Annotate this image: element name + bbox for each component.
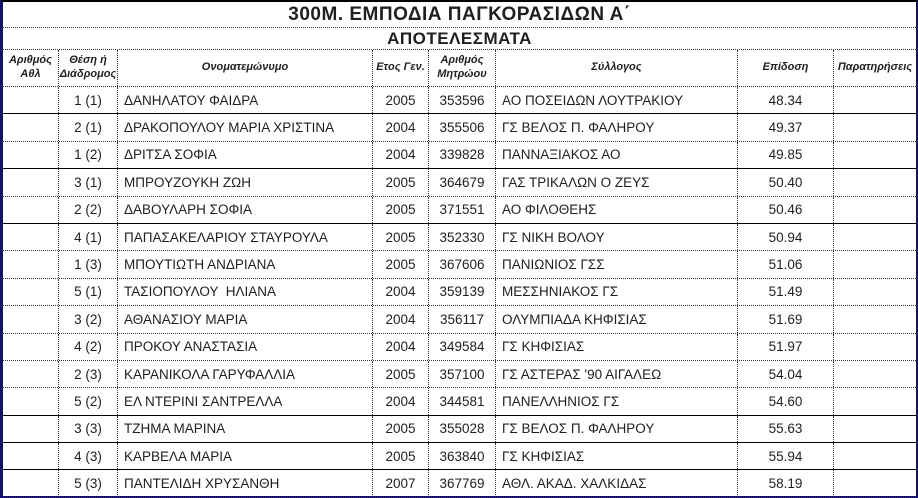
cell-birth-year: 2005 bbox=[373, 361, 429, 387]
cell-performance: 51.06 bbox=[738, 251, 834, 277]
cell-remarks bbox=[834, 251, 916, 277]
cell-full-name: ΚΑΡΑΝΙΚΟΛΑ ΓΑΡΥΦΑΛΛΙΑ bbox=[118, 361, 373, 387]
table-row bbox=[3, 224, 916, 251]
cell-club: ΠΑΝΙΩΝΙΟΣ ΓΣΣ bbox=[496, 251, 738, 277]
cell-remarks bbox=[834, 87, 916, 113]
cell-athlete-number bbox=[3, 197, 59, 223]
table-row bbox=[3, 361, 916, 388]
table-row bbox=[3, 443, 916, 470]
cell-registration-number: 356117 bbox=[429, 306, 496, 332]
table-row bbox=[3, 334, 916, 361]
cell-registration-number: 355506 bbox=[429, 114, 496, 140]
cell-performance: 50.94 bbox=[738, 224, 834, 250]
cell-birth-year: 2007 bbox=[373, 470, 429, 496]
cell-athlete-number bbox=[3, 388, 59, 414]
cell-performance: 50.46 bbox=[738, 197, 834, 223]
cell-birth-year: 2004 bbox=[373, 142, 429, 168]
cell-club: ΓΣ ΝΙΚΗ ΒΟΛΟΥ bbox=[496, 224, 738, 250]
cell-full-name: ΤΑΣΙΟΠΟΥΛΟΥ ΗΛΙΑΝΑ bbox=[118, 279, 373, 305]
table-row bbox=[3, 197, 916, 224]
cell-athlete-number bbox=[3, 443, 59, 469]
cell-registration-number: 367606 bbox=[429, 251, 496, 277]
cell-position-lane: 5 (1) bbox=[59, 279, 118, 305]
cell-birth-year: 2005 bbox=[373, 169, 429, 195]
cell-club: ΠΑΝΝΑΞΙΑΚΟΣ ΑΟ bbox=[496, 142, 738, 168]
table-header-row bbox=[3, 50, 916, 87]
cell-remarks bbox=[834, 388, 916, 414]
cell-athlete-number bbox=[3, 114, 59, 140]
cell-birth-year: 2005 bbox=[373, 443, 429, 469]
cell-position-lane: 3 (2) bbox=[59, 306, 118, 332]
cell-birth-year: 2004 bbox=[373, 388, 429, 414]
cell-remarks bbox=[834, 142, 916, 168]
cell-athlete-number bbox=[3, 87, 59, 113]
cell-performance: 48.34 bbox=[738, 87, 834, 113]
cell-birth-year: 2004 bbox=[373, 306, 429, 332]
cell-remarks bbox=[834, 197, 916, 223]
cell-remarks bbox=[834, 169, 916, 195]
cell-club: ΑΟ ΦΙΛΟΘΕΗΣ bbox=[496, 197, 738, 223]
cell-position-lane: 3 (3) bbox=[59, 416, 118, 442]
cell-club: ΓΣ ΚΗΦΙΣΙΑΣ bbox=[496, 443, 738, 469]
cell-registration-number: 352330 bbox=[429, 224, 496, 250]
cell-full-name: ΤΖΗΜΑ ΜΑΡΙΝΑ bbox=[118, 416, 373, 442]
cell-full-name: ΔΑΝΗΛΑΤΟΥ ΦΑΙΔΡΑ bbox=[118, 87, 373, 113]
cell-remarks bbox=[834, 470, 916, 496]
cell-birth-year: 2005 bbox=[373, 197, 429, 223]
cell-full-name: ΠΡΟΚΟΥ ΑΝΑΣΤΑΣΙΑ bbox=[118, 334, 373, 360]
cell-position-lane: 1 (3) bbox=[59, 251, 118, 277]
cell-full-name: ΑΘΑΝΑΣΙΟΥ ΜΑΡΙΑ bbox=[118, 306, 373, 332]
cell-remarks bbox=[834, 416, 916, 442]
cell-full-name: ΔΑΒΟΥΛΑΡΗ ΣΟΦΙΑ bbox=[118, 197, 373, 223]
cell-birth-year: 2005 bbox=[373, 87, 429, 113]
cell-position-lane: 2 (1) bbox=[59, 114, 118, 140]
cell-registration-number: 359139 bbox=[429, 279, 496, 305]
cell-birth-year: 2005 bbox=[373, 251, 429, 277]
cell-registration-number: 371551 bbox=[429, 197, 496, 223]
cell-remarks bbox=[834, 306, 916, 332]
cell-position-lane: 4 (2) bbox=[59, 334, 118, 360]
column-header-athlete-number: Αριθμός Αθλ bbox=[3, 50, 59, 86]
cell-performance: 54.04 bbox=[738, 361, 834, 387]
column-header-position-lane: Θέση ή Διάδρομος bbox=[59, 50, 118, 86]
cell-full-name: ΔΡΑΚΟΠΟΥΛΟΥ ΜΑΡΙΑ ΧΡΙΣΤΙΝΑ bbox=[118, 114, 373, 140]
cell-performance: 51.49 bbox=[738, 279, 834, 305]
cell-registration-number: 364679 bbox=[429, 169, 496, 195]
cell-performance: 49.85 bbox=[738, 142, 834, 168]
cell-athlete-number bbox=[3, 142, 59, 168]
cell-performance: 51.69 bbox=[738, 306, 834, 332]
column-header-performance: Επίδοση bbox=[738, 50, 834, 86]
cell-club: ΓΣ ΒΕΛΟΣ Π. ΦΑΛΗΡΟΥ bbox=[496, 416, 738, 442]
cell-athlete-number bbox=[3, 470, 59, 496]
table-row bbox=[3, 388, 916, 415]
cell-birth-year: 2005 bbox=[373, 224, 429, 250]
cell-performance: 58.19 bbox=[738, 470, 834, 496]
cell-position-lane: 5 (3) bbox=[59, 470, 118, 496]
column-header-registration-number: Αριθμός Μητρώου bbox=[429, 50, 496, 86]
cell-club: ΓΣ ΚΗΦΙΣΙΑΣ bbox=[496, 334, 738, 360]
cell-remarks bbox=[834, 114, 916, 140]
cell-club: ΓΣ ΑΣΤΕΡΑΣ '90 ΑΙΓΑΛΕΩ bbox=[496, 361, 738, 387]
cell-full-name: ΕΛ ΝΤΕΡΙΝΙ ΣΑΝΤΡΕΛΛΑ bbox=[118, 388, 373, 414]
cell-club: ΜΕΣΣΗΝΙΑΚΟΣ ΓΣ bbox=[496, 279, 738, 305]
cell-club: ΑΟ ΠΟΣΕΙΔΩΝ ΛΟΥΤΡΑΚΙΟΥ bbox=[496, 87, 738, 113]
table-row bbox=[3, 279, 916, 306]
table-row bbox=[3, 114, 916, 141]
table-row bbox=[3, 470, 916, 497]
table-row bbox=[3, 306, 916, 333]
column-header-club: Σύλλογος bbox=[496, 50, 738, 86]
cell-athlete-number bbox=[3, 169, 59, 195]
cell-performance: 54.60 bbox=[738, 388, 834, 414]
cell-registration-number: 353596 bbox=[429, 87, 496, 113]
cell-performance: 55.63 bbox=[738, 416, 834, 442]
column-header-full-name: Ονοματεμώνυμο bbox=[118, 50, 373, 86]
cell-position-lane: 4 (3) bbox=[59, 443, 118, 469]
cell-birth-year: 2004 bbox=[373, 114, 429, 140]
cell-registration-number: 349584 bbox=[429, 334, 496, 360]
cell-full-name: ΜΠΡΟΥΖΟΥΚΗ ΖΩΗ bbox=[118, 169, 373, 195]
cell-birth-year: 2005 bbox=[373, 416, 429, 442]
column-header-birth-year: Ετος Γεν. bbox=[373, 50, 429, 86]
cell-club: ΓΣ ΒΕΛΟΣ Π. ΦΑΛΗΡΟΥ bbox=[496, 114, 738, 140]
cell-position-lane: 1 (2) bbox=[59, 142, 118, 168]
cell-position-lane: 5 (2) bbox=[59, 388, 118, 414]
cell-club: ΟΛΥΜΠΙΑΔΑ ΚΗΦΙΣΙΑΣ bbox=[496, 306, 738, 332]
cell-birth-year: 2004 bbox=[373, 334, 429, 360]
table-row bbox=[3, 142, 916, 169]
cell-club: ΓΑΣ ΤΡΙΚΑΛΩΝ Ο ΖΕΥΣ bbox=[496, 169, 738, 195]
column-header-remarks: Παρατηρήσεις bbox=[837, 61, 913, 74]
table-row bbox=[3, 416, 916, 443]
cell-athlete-number bbox=[3, 279, 59, 305]
cell-full-name: ΔΡΙΤΣΑ ΣΟΦΙΑ bbox=[118, 142, 373, 168]
results-subtitle: ΑΠΟΤΕΛΕΣΜΑΤΑ bbox=[3, 28, 916, 50]
cell-registration-number: 344581 bbox=[429, 388, 496, 414]
page-title: 300Μ. ΕΜΠΟΔΙΑ ΠΑΓΚΟΡΑΣΙΔΩΝ Α΄ bbox=[3, 2, 916, 28]
cell-club: ΠΑΝΕΛΛΗΝΙΟΣ ΓΣ bbox=[496, 388, 738, 414]
table-row bbox=[3, 87, 916, 114]
cell-athlete-number bbox=[3, 334, 59, 360]
cell-athlete-number bbox=[3, 306, 59, 332]
cell-birth-year: 2004 bbox=[373, 279, 429, 305]
cell-athlete-number bbox=[3, 251, 59, 277]
cell-full-name: ΚΑΡΒΕΛΑ ΜΑΡΙΑ bbox=[118, 443, 373, 469]
cell-performance: 49.37 bbox=[738, 114, 834, 140]
cell-position-lane: 2 (3) bbox=[59, 361, 118, 387]
cell-registration-number: 339828 bbox=[429, 142, 496, 168]
cell-full-name: ΜΠΟΥΤΙΩΤΗ ΑΝΔΡΙΑΝΑ bbox=[118, 251, 373, 277]
cell-performance: 51.97 bbox=[738, 334, 834, 360]
table-row bbox=[3, 251, 916, 278]
cell-remarks bbox=[834, 334, 916, 360]
cell-full-name: ΠΑΠΑΣΑΚΕΛΑΡΙΟΥ ΣΤΑΥΡΟΥΛΑ bbox=[118, 224, 373, 250]
cell-full-name: ΠΑΝΤΕΛΙΔΗ ΧΡΥΣΑΝΘΗ bbox=[118, 470, 373, 496]
cell-registration-number: 367769 bbox=[429, 470, 496, 496]
cell-position-lane: 4 (1) bbox=[59, 224, 118, 250]
cell-remarks bbox=[834, 279, 916, 305]
cell-remarks bbox=[834, 361, 916, 387]
cell-performance: 55.94 bbox=[738, 443, 834, 469]
cell-athlete-number bbox=[3, 416, 59, 442]
cell-registration-number: 357100 bbox=[429, 361, 496, 387]
table-body bbox=[3, 87, 916, 498]
cell-registration-number: 355028 bbox=[429, 416, 496, 442]
cell-performance: 50.40 bbox=[738, 169, 834, 195]
cell-athlete-number bbox=[3, 224, 59, 250]
cell-position-lane: 1 (1) bbox=[59, 87, 118, 113]
cell-position-lane: 3 (1) bbox=[59, 169, 118, 195]
cell-remarks bbox=[834, 443, 916, 469]
cell-registration-number: 363840 bbox=[429, 443, 496, 469]
table-row bbox=[3, 169, 916, 196]
cell-athlete-number bbox=[3, 361, 59, 387]
cell-position-lane: 2 (2) bbox=[59, 197, 118, 223]
cell-club: ΑΘΛ. ΑΚΑΔ. ΧΑΛΚΙΔΑΣ bbox=[496, 470, 738, 496]
cell-remarks bbox=[834, 224, 916, 250]
